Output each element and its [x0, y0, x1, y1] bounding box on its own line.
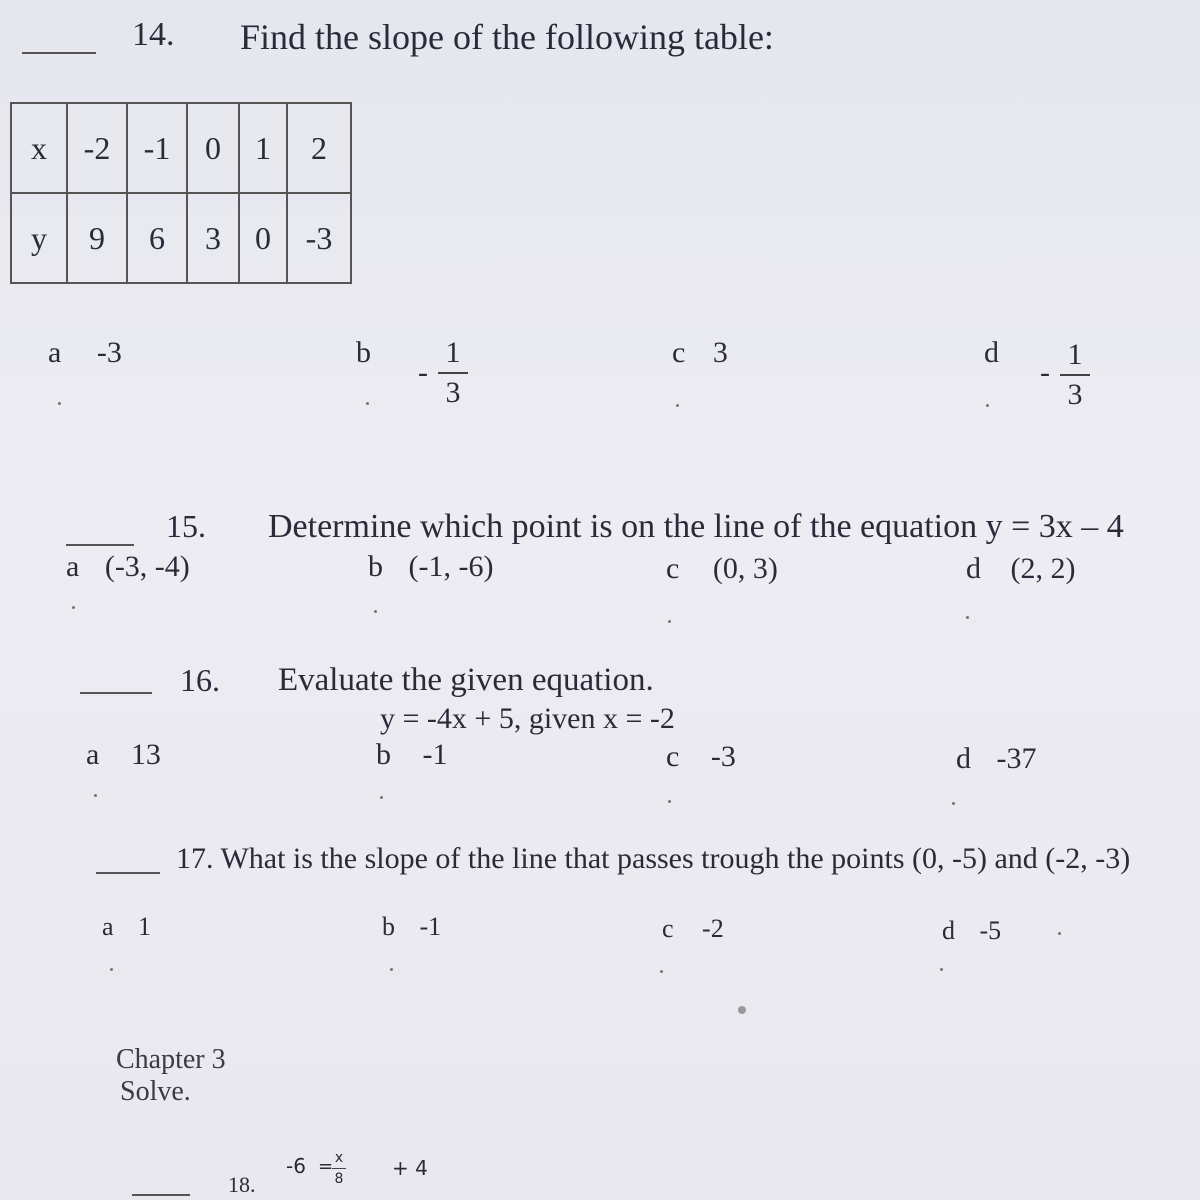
option-letter: c: [666, 740, 680, 773]
option-value: -5: [979, 916, 1002, 945]
option-14-c[interactable]: [672, 336, 728, 370]
question-stem-16: Evaluate the given equation.: [278, 662, 654, 698]
option-value: -3: [710, 740, 736, 773]
table-cell-y3: 3: [187, 193, 239, 283]
question-stem-14: Find the slope of the following table:: [240, 17, 774, 57]
bullet-dot: [668, 620, 671, 623]
fraction-numerator: 1: [1067, 338, 1083, 371]
option-value: (2, 2): [1010, 552, 1076, 585]
option-17-b[interactable]: [382, 912, 441, 942]
table-cell-y5: -3: [287, 193, 351, 283]
bullet-dot: [72, 606, 75, 609]
bullet-dot: [110, 968, 113, 971]
bullet-dot: [966, 616, 969, 619]
equation-18-rest: + 4: [392, 1156, 428, 1180]
option-value: -2: [702, 914, 724, 943]
option-value: (-1, -6): [408, 550, 494, 583]
option-letter: b: [376, 738, 391, 771]
table-cell-y1: 9: [67, 193, 127, 283]
option-15-d[interactable]: [966, 552, 1075, 586]
fraction-sign: -: [1040, 356, 1050, 389]
option-value: -1: [419, 912, 442, 941]
option-14-a[interactable]: [48, 336, 122, 370]
bullet-dot: [94, 794, 97, 797]
table-header-x: x: [11, 103, 67, 193]
option-value: -1: [422, 738, 448, 771]
option-letter: c: [666, 552, 680, 585]
question-stem-15: Determine which point is on the line of the equation y = 3x – 4: [268, 508, 1124, 545]
bullet-dot: [366, 402, 369, 405]
answer-blank-18[interactable]: [132, 1194, 190, 1196]
bullet-dot: [380, 796, 383, 799]
table-cell-y4: 0: [239, 193, 287, 283]
table-cell-x4: 1: [239, 103, 287, 193]
option-letter: a: [102, 912, 114, 941]
option-letter: c: [672, 336, 686, 369]
bullet-dot: [952, 802, 955, 805]
option-letter: b: [368, 550, 383, 583]
option-value: -37: [996, 742, 1037, 775]
question-number-15: 15.: [166, 508, 206, 544]
equation-18-lhs: -6: [286, 1154, 306, 1178]
bullet-dot: [1058, 932, 1061, 935]
bullet-dot: [738, 1006, 746, 1014]
table-cell-x1: -2: [67, 103, 127, 193]
option-letter: d: [956, 742, 971, 775]
option-15-b[interactable]: [368, 550, 493, 584]
option-17-c[interactable]: [662, 914, 724, 944]
option-14-b-letter[interactable]: b: [356, 336, 371, 369]
option-letter: a: [86, 738, 100, 771]
option-15-c[interactable]: [666, 552, 778, 586]
option-16-b[interactable]: [376, 738, 448, 772]
equation-16: y = -4x + 5, given x = -2: [380, 702, 675, 735]
question-number-16: 16.: [180, 662, 220, 698]
fraction-denominator: 3: [1067, 378, 1083, 411]
bullet-dot: [660, 970, 663, 973]
fraction-denominator: 8: [334, 1171, 344, 1187]
option-value: 13: [130, 738, 161, 771]
fraction-numerator: x: [334, 1150, 344, 1166]
equation-18-fraction: [332, 1150, 346, 1187]
option-16-c[interactable]: [666, 740, 736, 774]
answer-blank-16[interactable]: [80, 692, 152, 694]
question-stem-17: 17. What is the slope of the line that passes trough the points (0, -5) and (-2, -3): [176, 842, 1131, 875]
question-number-14: 14.: [132, 16, 175, 53]
option-value: (-3, -4): [104, 550, 190, 583]
option-value: 1: [138, 912, 152, 941]
answer-blank-17[interactable]: [96, 872, 160, 874]
chapter-instruction: Solve.: [120, 1076, 191, 1107]
answer-blank-14[interactable]: [22, 52, 96, 54]
option-value: -3: [96, 336, 122, 369]
bullet-dot: [390, 968, 393, 971]
option-14-b-fraction: [438, 336, 468, 410]
fraction-bar: [438, 372, 468, 374]
bullet-dot: [676, 404, 679, 407]
option-16-d[interactable]: [956, 742, 1037, 776]
table-header-y: y: [11, 193, 67, 283]
option-value: 3: [712, 336, 728, 369]
bullet-dot: [668, 800, 671, 803]
answer-blank-15[interactable]: [66, 544, 134, 546]
option-letter: a: [66, 550, 80, 583]
fraction-denominator: 3: [445, 376, 461, 409]
option-letter: b: [382, 912, 395, 941]
table-cell-x3: 0: [187, 103, 239, 193]
option-letter: d: [966, 552, 981, 585]
chapter-title: Chapter 3: [116, 1044, 226, 1075]
option-17-a[interactable]: [102, 912, 151, 942]
bullet-dot: [986, 404, 989, 407]
table-cell-y2: 6: [127, 193, 187, 283]
fraction-bar: [332, 1168, 346, 1169]
fraction-bar: [1060, 374, 1090, 376]
table-cell-x5: 2: [287, 103, 351, 193]
equation-18-equals: =: [318, 1156, 334, 1177]
table-cell-x2: -1: [127, 103, 187, 193]
option-17-d[interactable]: [942, 916, 1001, 946]
bullet-dot: [940, 968, 943, 971]
xy-table: [10, 102, 352, 284]
question-number-18: 18.: [228, 1172, 256, 1197]
bullet-dot: [58, 402, 61, 405]
option-16-a[interactable]: [86, 738, 161, 772]
option-letter: c: [662, 914, 674, 943]
option-letter: a: [48, 336, 62, 369]
bullet-dot: [374, 610, 377, 613]
fraction-sign: -: [418, 356, 428, 389]
fraction-numerator: 1: [445, 336, 461, 369]
option-letter: d: [942, 916, 955, 945]
option-value: (0, 3): [712, 552, 778, 585]
option-15-a[interactable]: [66, 550, 190, 584]
option-14-d-fraction: [1060, 338, 1090, 412]
option-14-d-letter[interactable]: d: [984, 336, 999, 369]
